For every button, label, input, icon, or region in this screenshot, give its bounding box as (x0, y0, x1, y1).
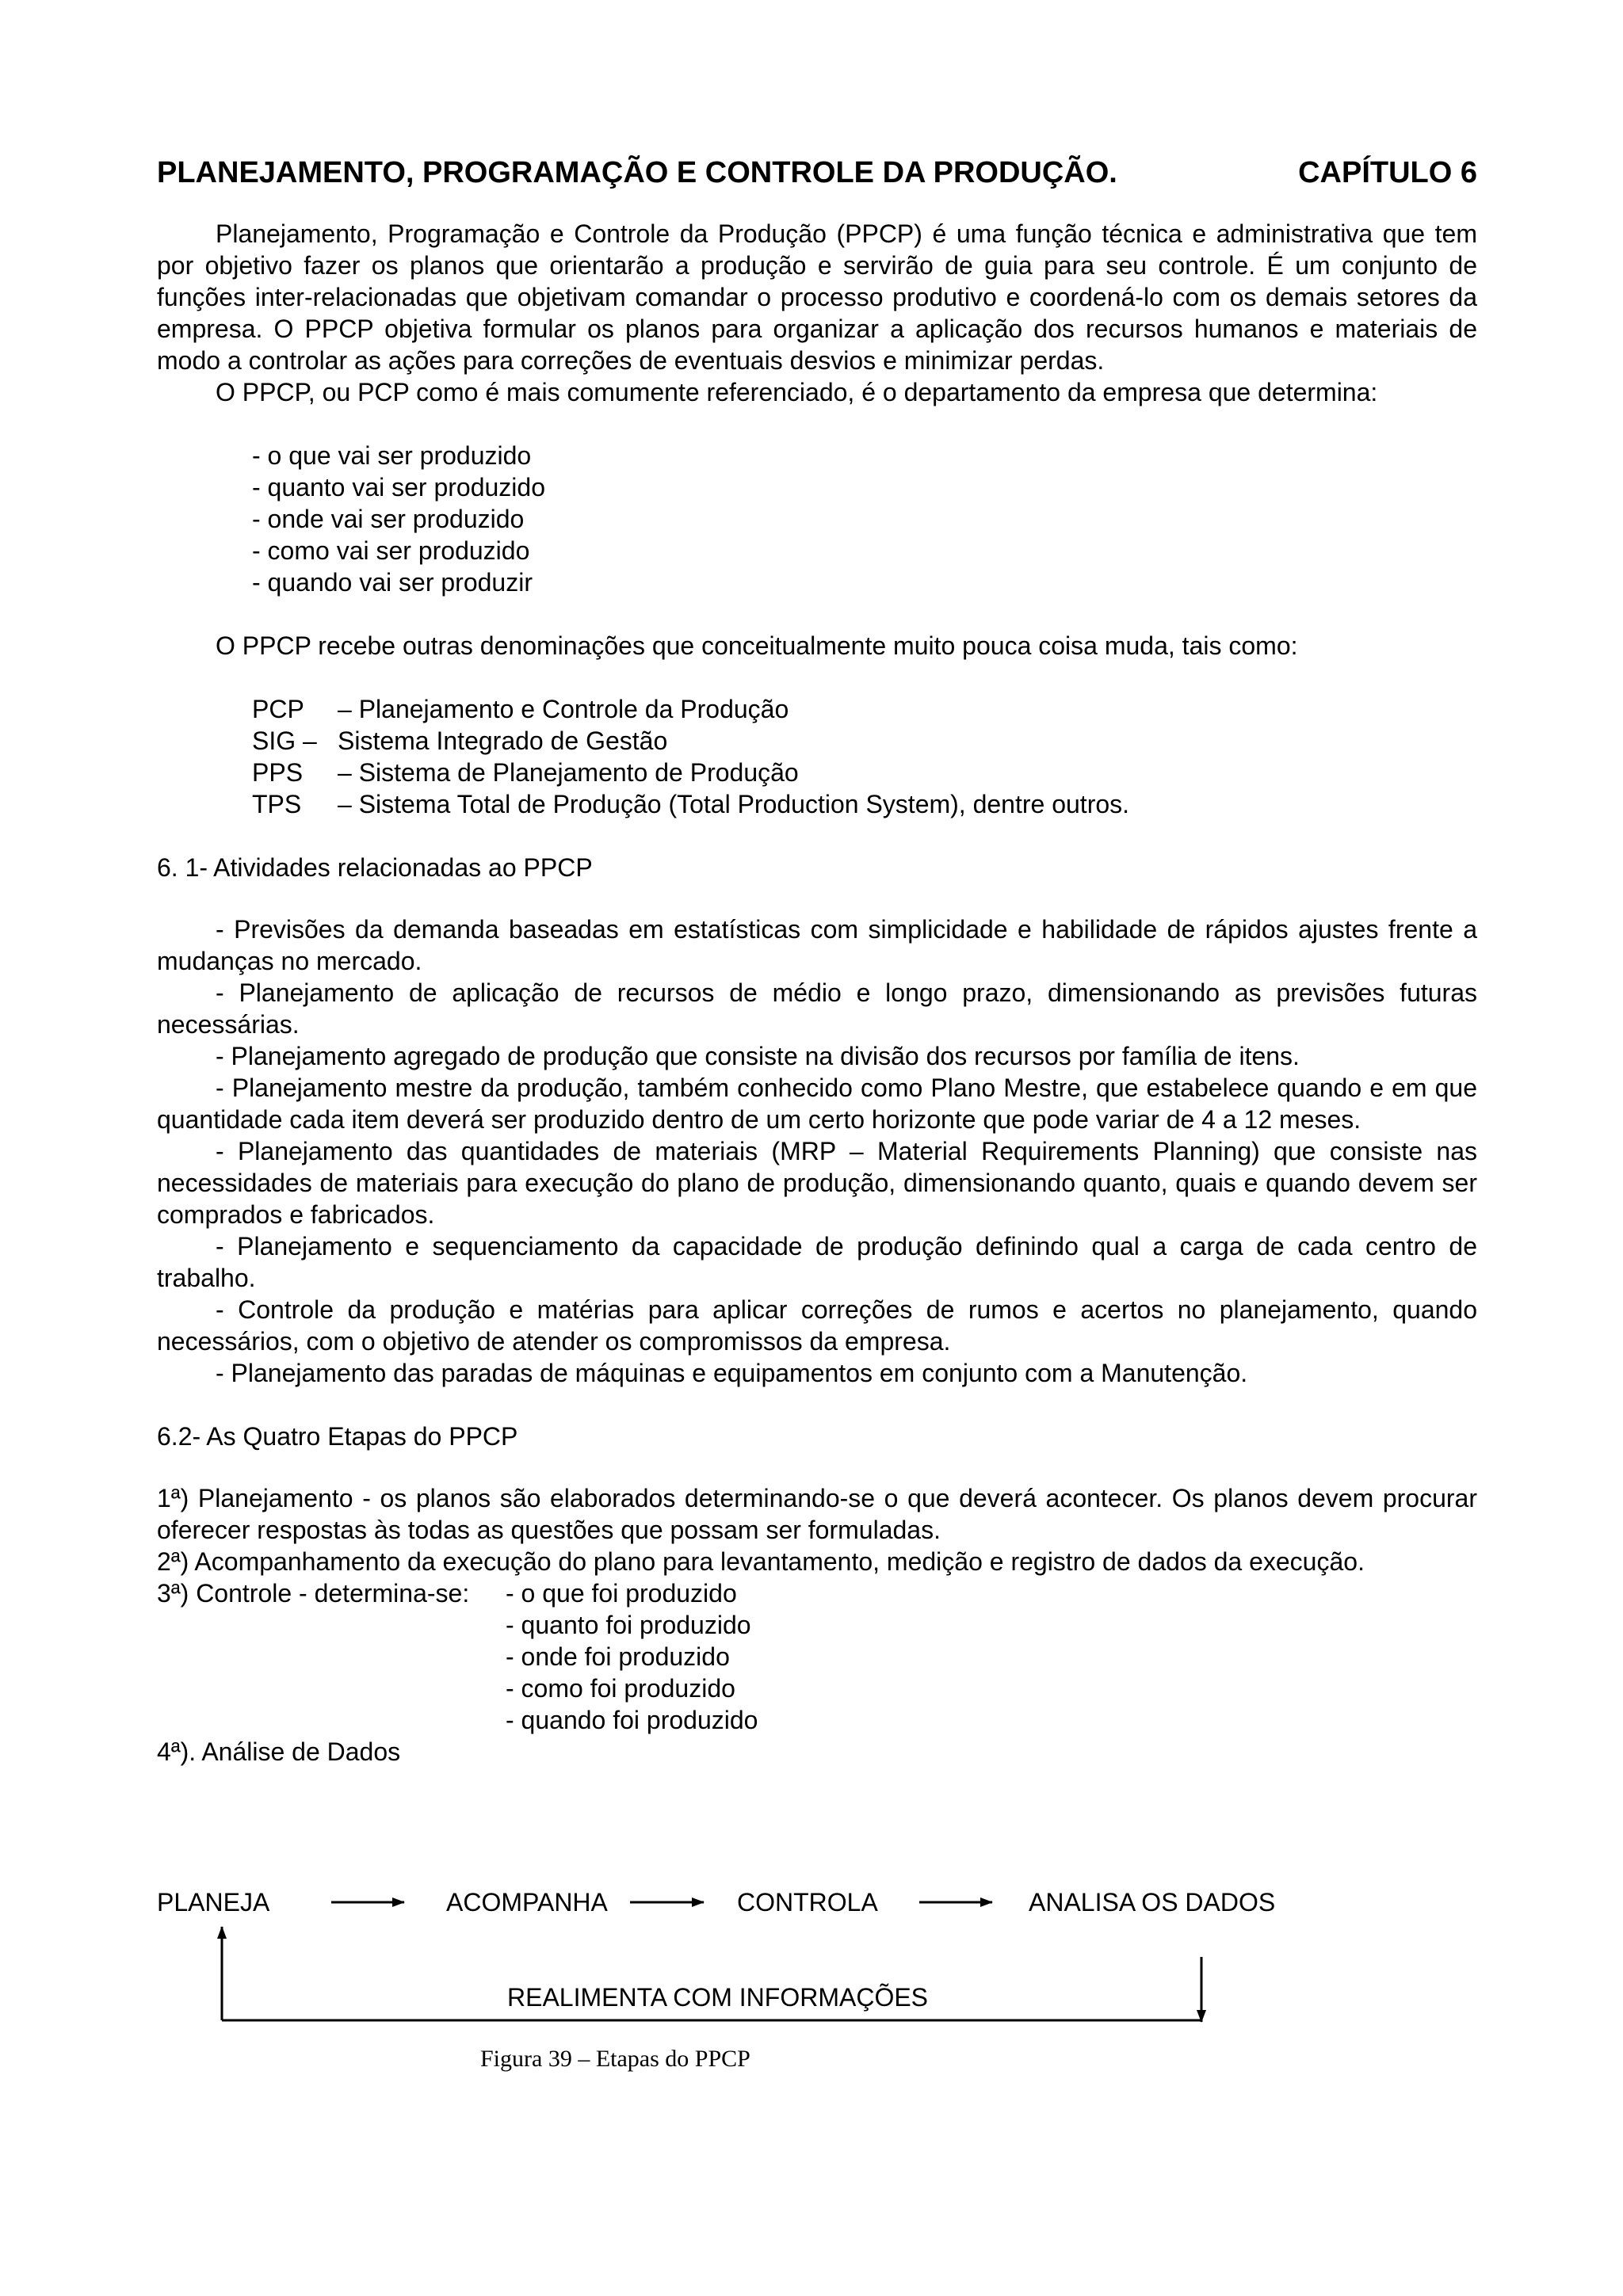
activity-item: - Controle da produção e matérias para aplicar correções de rumos e acertos no planejamento, quando necessários, com o objetivo de atender os compromissos da empresa. (157, 1295, 1477, 1356)
section-title: 6. 1- Atividades relacionadas ao PPCP (157, 853, 593, 882)
control-item: - onde foi produzido (506, 1642, 730, 1671)
control-item: - o que foi produzido (506, 1579, 737, 1608)
list-item: - como vai ser produzido (252, 536, 530, 565)
acronym-text: Sistema Integrado de Gestão (338, 727, 668, 755)
acronym: SIG – (252, 727, 317, 755)
control-stage (157, 1577, 1477, 1609)
acronym-text: – Sistema Total de Produção (Total Production System), dentre outros. (338, 790, 1130, 818)
activity-item: - Planejamento das paradas de máquinas e equipamentos em conjunto com a Manutenção. (216, 1359, 1248, 1387)
stage-item: 4ª). Análise de Dados (157, 1737, 401, 1766)
step-planeja: PLANEJA (157, 1888, 270, 1917)
acronym-row (252, 757, 1477, 788)
control-item: - quando foi produzido (506, 1706, 758, 1734)
list-item: - quanto vai ser produzido (252, 473, 545, 502)
page-title: PLANEJAMENTO, PROGRAMAÇÃO E CONTROLE DA PRODUÇÃO. (157, 156, 1117, 189)
step-controla: CONTROLA (737, 1888, 878, 1917)
list-item: - onde vai ser produzido (252, 505, 525, 533)
activity-item: - Planejamento de aplicação de recursos de médio e longo prazo, dimensionando as previsões futuras necessárias. (157, 978, 1477, 1039)
control-item: - como foi produzido (506, 1674, 735, 1703)
page-header (157, 154, 1477, 191)
activities-list (157, 913, 1477, 1389)
determines-list (252, 440, 1477, 598)
activity-item: - Previsões da demanda baseadas em estatísticas com simplicidade e habilidade de rápidos ajustes frente a mudanças no mercado. (157, 915, 1477, 975)
stage-item: 2ª) Acompanhamento da execução do plano para levantamento, medição e registro de dados da execução. (157, 1547, 1365, 1576)
chapter-label: CAPÍTULO 6 (1298, 156, 1477, 189)
acronym-row (252, 693, 1477, 725)
acronym: PCP (252, 695, 304, 723)
figure-caption: Figura 39 – Etapas do PPCP (480, 2046, 750, 2072)
stages-block (157, 1482, 1477, 1768)
step-acompanha: ACOMPANHA (446, 1888, 608, 1917)
acronym-text: – Sistema de Planejamento de Produção (338, 758, 799, 787)
acronym-list (252, 693, 1477, 820)
list-item: - quando vai ser produzir (252, 568, 533, 597)
control-item: - quanto foi produzido (506, 1611, 751, 1639)
acronym-row (252, 788, 1477, 820)
intro-paragraph: Planejamento, Programação e Controle da Produção (PPCP) é uma função técnica e administrativa que tem por objetivo fazer os planos que orientarão a produção e servirão de guia para seu controle. É um conjunto de funções inter-relacionadas que objetivam comandar o processo produtivo e coordená-lo com os demais setores da empresa. O PPCP objetiva formular os planos para organizar a aplicação dos recursos humanos e materiais de modo a controlar as ações para correções de eventuais desvios e minimizar perdas. (157, 219, 1477, 375)
acronym-text: – Planejamento e Controle da Produção (338, 695, 789, 723)
activity-item: - Planejamento agregado de produção que consiste na divisão dos recursos por família de itens. (216, 1042, 1300, 1070)
stage-label: 3ª) Controle - determina-se: (157, 1579, 470, 1608)
denominations-paragraph: O PPCP recebe outras denominações que conceitualmente muito pouca coisa muda, tais como: (216, 631, 1298, 660)
activity-item: - Planejamento e sequenciamento da capacidade de produção definindo qual a carga de cada centro de trabalho. (157, 1232, 1477, 1292)
acronym: TPS (252, 790, 302, 818)
stage-item: 1ª) Planejamento - os planos são elaborados determinando-se o que deverá acontecer. Os planos devem procurar oferecer respostas às todas as questões que possam ser formuladas. (157, 1484, 1477, 1544)
step-analisa: ANALISA OS DADOS (1029, 1888, 1276, 1917)
document-page (157, 154, 1477, 1768)
activity-item: - Planejamento das quantidades de materiais (MRP – Material Requirements Planning) que consiste nas necessidades de materiais para execução do plano de produção, dimensionando quanto, quais e quando devem ser comprados e fabricados. (157, 1137, 1477, 1229)
intro-paragraph-2: O PPCP, ou PCP como é mais comumente referenciado, é o departamento da empresa que determina: (216, 378, 1378, 406)
activity-item: - Planejamento mestre da produção, também conhecido como Plano Mestre, que estabelece quando e em que quantidade cada item deverá ser produzido dentro de um certo horizonte que pode variar de 4 a 12 meses. (157, 1074, 1477, 1134)
list-item: - o que vai ser produzido (252, 441, 532, 470)
acronym: PPS (252, 758, 304, 787)
feedback-label: REALIMENTA COM INFORMAÇÕES (507, 1983, 929, 2012)
section-title: 6.2- As Quatro Etapas do PPCP (157, 1422, 518, 1451)
acronym-row (252, 725, 1477, 757)
